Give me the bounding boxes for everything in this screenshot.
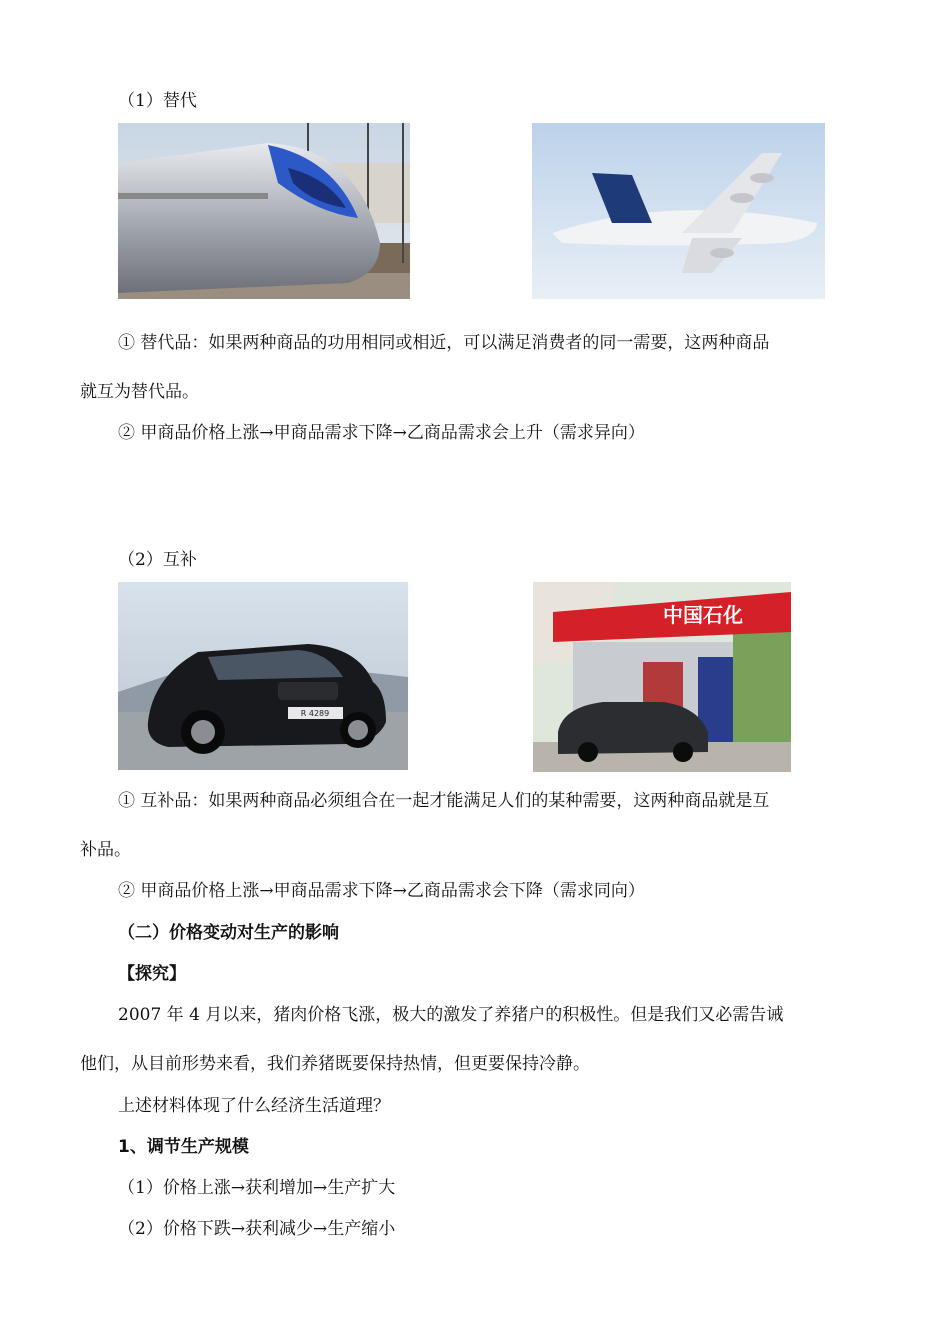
gas-station-image (533, 582, 791, 772)
airplane-image (532, 123, 825, 299)
section2-relation: ② 甲商品价格上涨→甲商品需求下降→乙商品需求会下降（需求同向） (118, 881, 645, 901)
section1-heading: （1）替代 (118, 91, 197, 111)
license-plate: R 4289 (300, 709, 330, 718)
section2-definition-line2: 补品。 (80, 840, 131, 860)
explore-paragraph-line1: 2007 年 4 月以来，猪肉价格飞涨，极大的激发了养猪户的积极性。但是我们又必需告诫 (118, 1005, 784, 1025)
section1-definition-line1: ① 替代品：如果两种商品的功用相同或相近，可以满足消费者的同一需要，这两种商品 (118, 333, 770, 353)
section1-relation: ② 甲商品价格上涨→甲商品需求下降→乙商品需求会上升（需求异向） (118, 423, 645, 443)
list-item-price-rise: （1）价格上涨→获利增加→生产扩大 (118, 1178, 396, 1198)
section1-definition-line2: 就互为替代品。 (80, 382, 199, 402)
list-item-price-fall: （2）价格下跌→获利减少→生产缩小 (118, 1219, 396, 1239)
explore-label: 【探究】 (118, 964, 186, 984)
gas-station-sign: 中国石化 (663, 603, 743, 627)
part2-heading: （二）价格变动对生产的影响 (118, 923, 339, 943)
section2-heading: （2）互补 (118, 550, 197, 570)
explore-question: 上述材料体现了什么经济生活道理？ (118, 1096, 390, 1116)
section2-definition-line1: ① 互补品：如果两种商品必须组合在一起才能满足人们的某种需要，这两种商品就是互 (118, 791, 770, 811)
explore-paragraph-line2: 他们，从目前形势来看，我们养猪既要保持热情，但更要保持冷静。 (80, 1054, 590, 1074)
subheading-production-scale: 1、调节生产规模 (118, 1137, 249, 1157)
train-image (118, 123, 410, 299)
car-image (118, 582, 408, 770)
